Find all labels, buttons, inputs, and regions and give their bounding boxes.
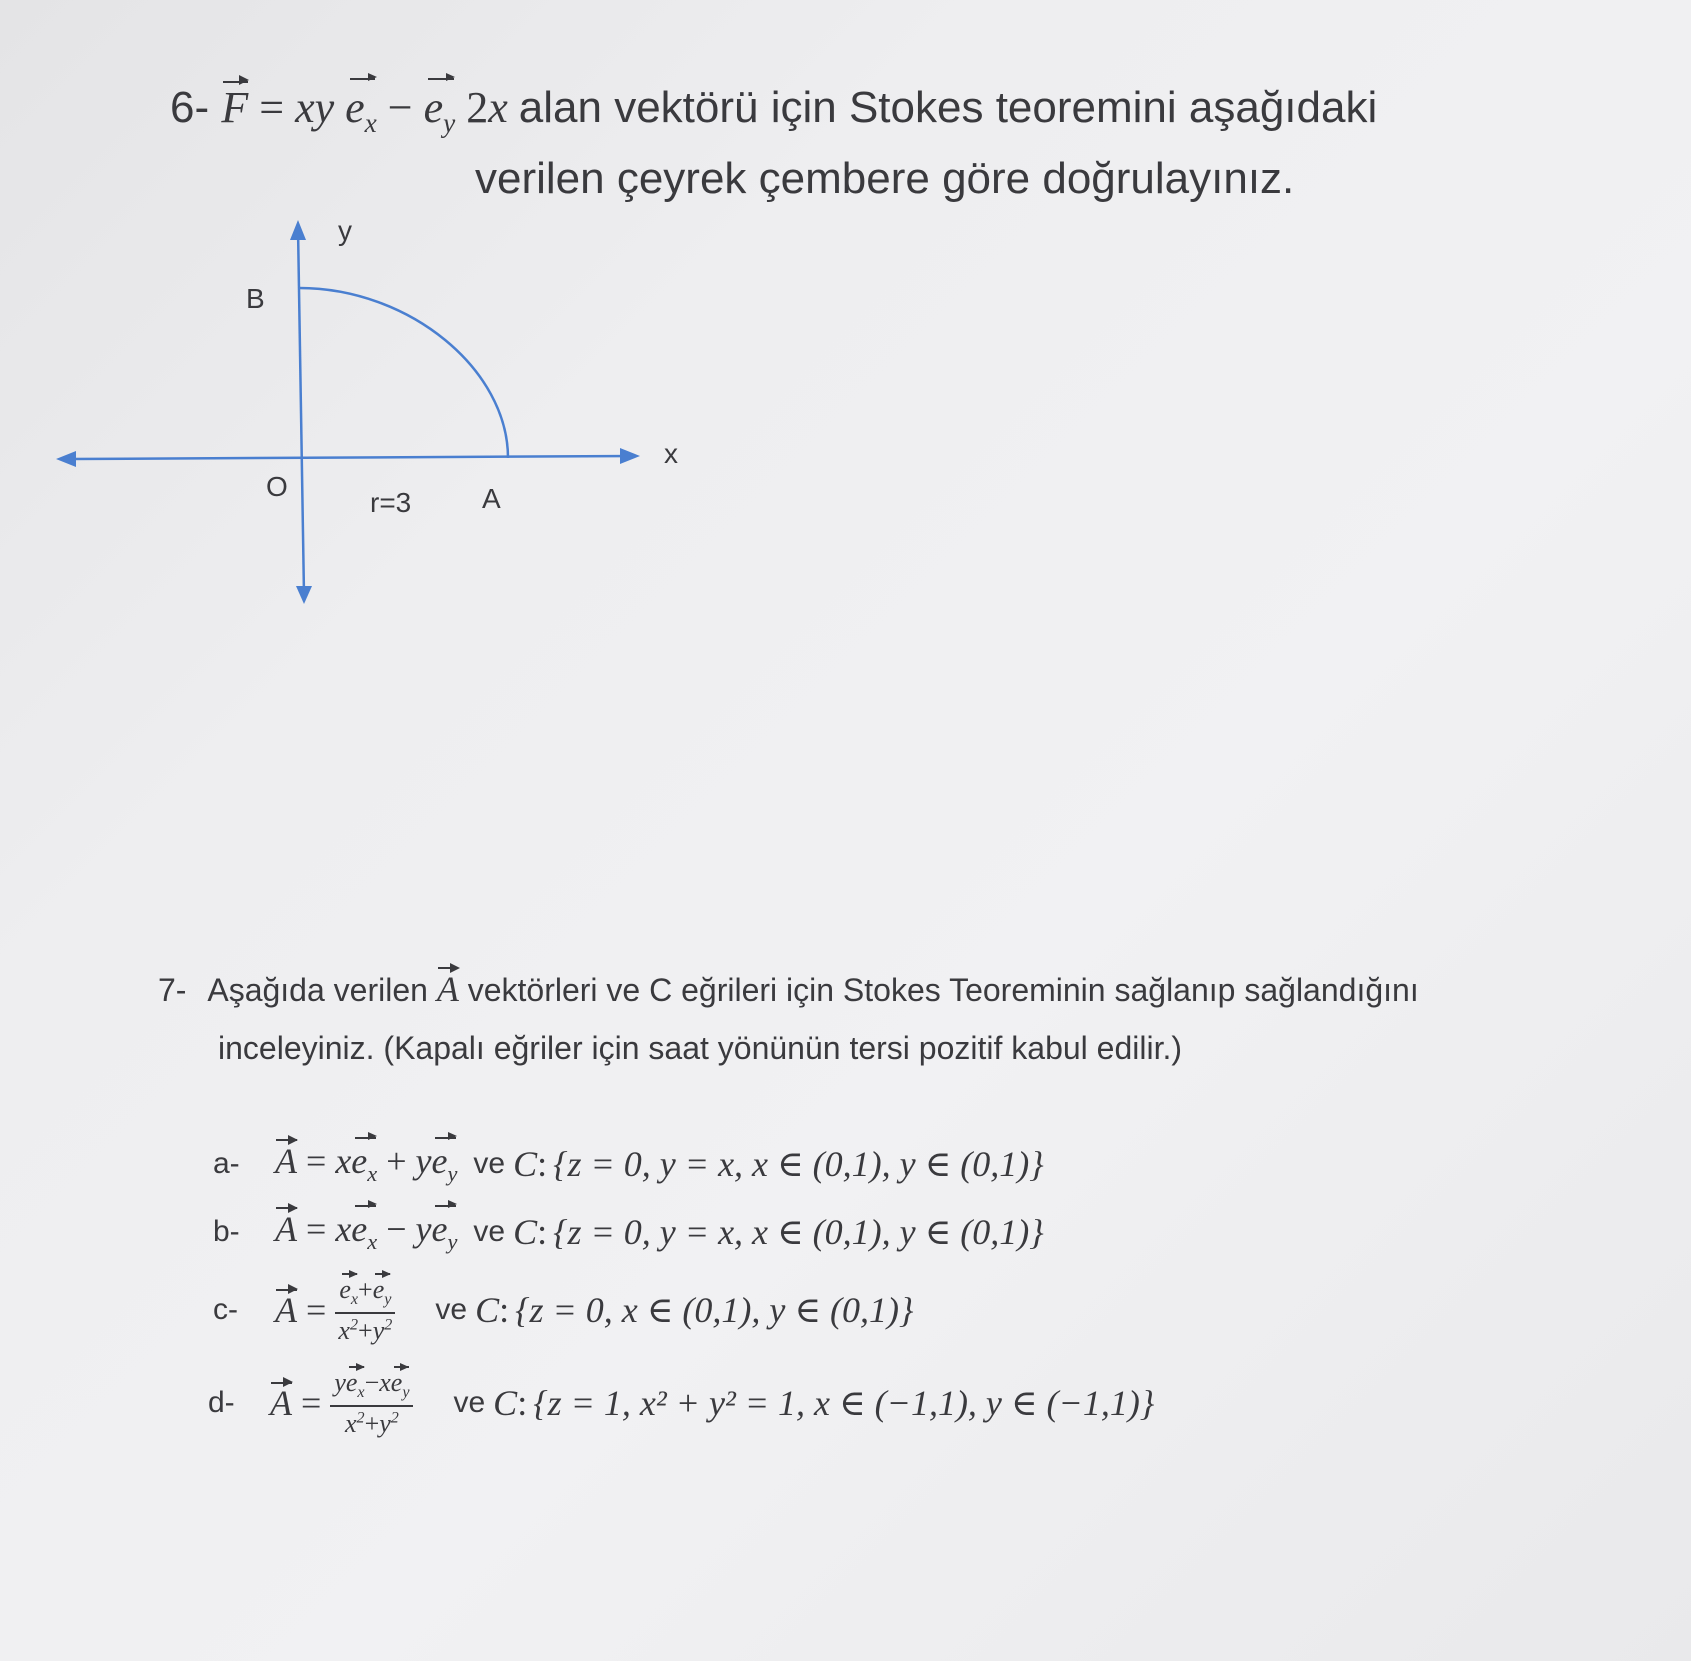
question-6-text-1: alan vektörü için Stokes teoremini aşağıdaki: [518, 83, 1378, 132]
question-7-line-1b: vektörleri ve C eğrileri için Stokes Teoreminin sağlanıp sağlandığını: [458, 972, 1419, 1008]
vector-A-symbol: A: [436, 969, 459, 1009]
y-axis-down-arrow-icon: [296, 586, 312, 604]
label-x: x: [664, 438, 678, 469]
item-b-ve: ve: [473, 1214, 506, 1248]
item-c-label: c-: [213, 1293, 238, 1327]
question-6-number: 6-: [170, 83, 210, 132]
item-c-formula: A = $\frac{e_x+e_y}{x^2+y^2}$: [275, 1275, 395, 1346]
label-B: B: [246, 283, 265, 314]
label-A: A: [482, 483, 501, 514]
y-axis: [298, 228, 304, 595]
item-b-curve: {z = 0, y = x, x ∈ (0,1), y ∈ (0,1)}: [553, 1211, 1044, 1252]
item-d-ve: ve: [453, 1386, 486, 1420]
x-axis-right-arrow-icon: [620, 448, 640, 464]
question-7-line-1a: Aşağıda verilen: [207, 972, 437, 1008]
item-b-label: b-: [213, 1214, 240, 1248]
item-d: d- A = $\frac{ye_x-xe_y}{x^2+y^2}$ ve C: {z = 1, x² + y² = 1, x ∈ (−1,1), y ∈ (−1,1)}: [208, 1368, 1155, 1438]
x-axis: [70, 456, 635, 459]
y-axis-up-arrow-icon: [290, 220, 306, 240]
question-7: [158, 968, 1419, 1010]
question-7-number: 7-: [158, 972, 187, 1008]
item-b: b- $A = xe_x - ye_y$ ve C: {z = 0, y = x, x ∈ (0,1), y ∈ (0,1)}: [213, 1209, 1044, 1255]
question-6-text-2: verilen çeyrek çembere göre doğrulayınız.: [475, 154, 1295, 203]
item-a-label: a-: [213, 1146, 240, 1180]
question-7-line-2: inceleyiniz. (Kapalı eğriler için saat yönünün tersi pozitif kabul edilir.): [218, 1030, 1183, 1066]
item-c-ve: ve: [435, 1293, 468, 1327]
question-6: [170, 82, 1377, 139]
item-d-curve: {z = 1, x² + y² = 1, x ∈ (−1,1), y ∈ (−1,1)}: [533, 1383, 1155, 1424]
item-d-label: d-: [208, 1386, 235, 1420]
quarter-circle-arc: [299, 288, 508, 458]
quarter-circle-diagram: [40, 200, 700, 620]
item-d-formula: A = $\frac{ye_x-xe_y}{x^2+y^2}$: [270, 1368, 413, 1439]
item-c-curve: {z = 0, x ∈ (0,1), y ∈ (0,1)}: [515, 1290, 914, 1331]
label-r: r=3: [370, 487, 412, 518]
item-a-curve: {z = 0, y = x, x ∈ (0,1), y ∈ (0,1)}: [553, 1143, 1044, 1184]
item-a: a- $A = xe_x + ye_y$ ve C: {z = 0, y = x, x ∈ (0,1), y ∈ (0,1)}: [213, 1141, 1044, 1187]
x-axis-left-arrow-icon: [56, 451, 76, 467]
question-6-formula: F = xy $e_x - e_y$ 2x: [221, 83, 519, 138]
item-a-ve: ve: [473, 1146, 506, 1180]
label-y: y: [338, 215, 352, 246]
label-O: O: [266, 471, 288, 502]
item-a-formula: $A = xe_x + ye_y$: [275, 1141, 458, 1187]
item-b-formula: $A = xe_x - ye_y$: [275, 1209, 458, 1255]
item-c: c- A = $\frac{e_x+e_y}{x^2+y^2}$ ve C: {z = 0, x ∈ (0,1), y ∈ (0,1)}: [213, 1275, 914, 1345]
